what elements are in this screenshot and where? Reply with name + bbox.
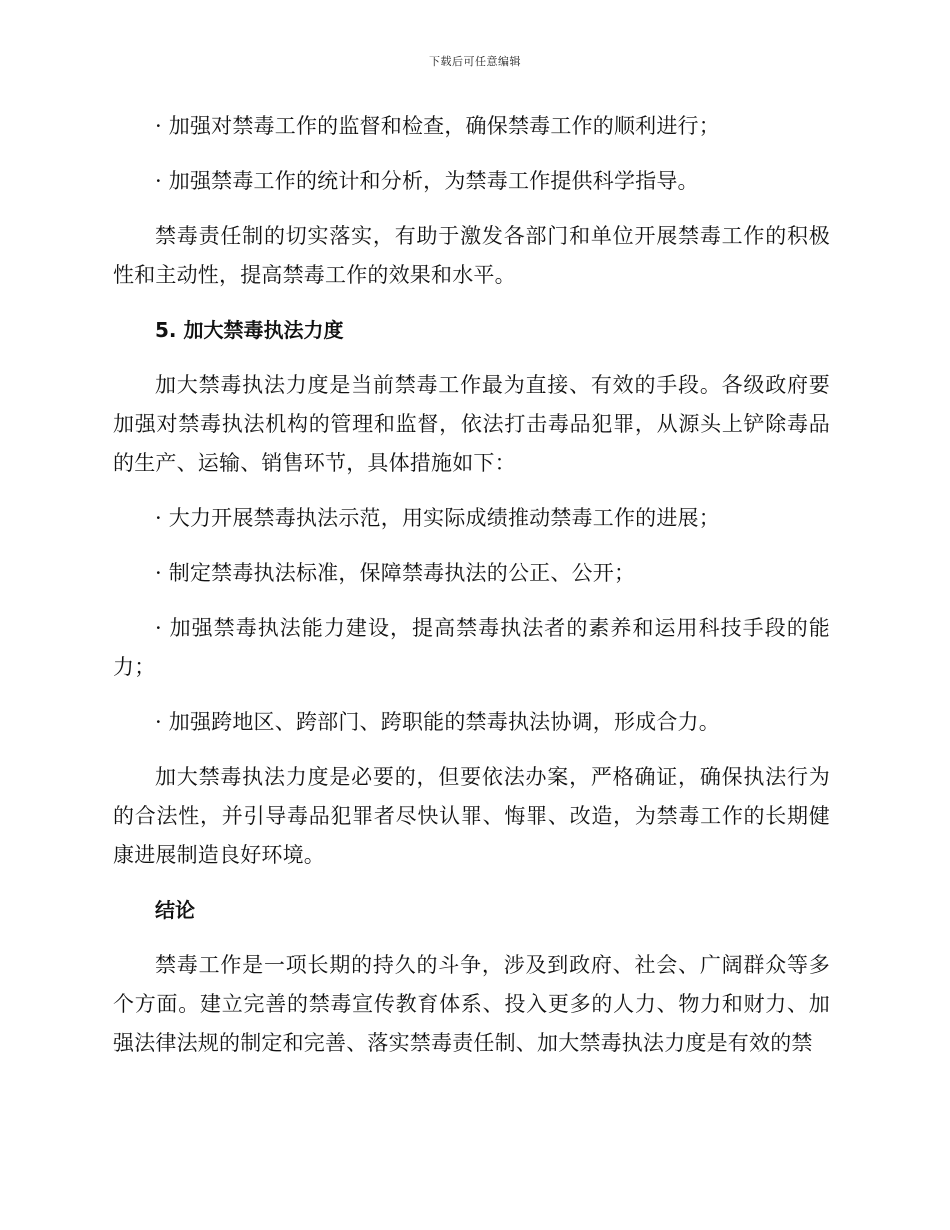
bullet-coordination: · 加强跨地区、跨部门、跨职能的禁毒执法协调，形成合力。 bbox=[155, 710, 720, 734]
document-body bbox=[113, 107, 830, 1079]
bullet-standards: · 制定禁毒执法标准，保障禁毒执法的公正、公开； bbox=[155, 561, 636, 585]
paragraph-enforcement-summary: 加大禁毒执法力度是必要的，但要依法办案，严格确证，确保执法行为的合法性，并引导毒品犯罪者尽快认罪、悔罪、改造，为禁毒工作的长期健康进展制造良好环境。 bbox=[113, 765, 830, 867]
section-heading-enforcement: 5. 加大禁毒执法力度 bbox=[155, 318, 344, 342]
section-heading-conclusion: 结论 bbox=[155, 898, 195, 922]
bullet-demonstration: · 大力开展禁毒执法示范，用实际成绩推动禁毒工作的进展； bbox=[155, 506, 720, 530]
paragraph-enforcement-intro: 加大禁毒执法力度是当前禁毒工作最为直接、有效的手段。各级政府要加强对禁毒执法机构的管理和监督，依法打击毒品犯罪，从源头上铲除毒品的生产、运输、销售环节，具体措施如下： bbox=[113, 373, 830, 475]
bullet-capacity: · 加强禁毒执法能力建设，提高禁毒执法者的素养和运用科技手段的能力； bbox=[113, 616, 830, 679]
header-note: 下载后可任意编辑 bbox=[429, 55, 521, 68]
paragraph-responsibility: 禁毒责任制的切实落实，有助于激发各部门和单位开展禁毒工作的积极性和主动性，提高禁毒工作的效果和水平。 bbox=[113, 224, 830, 287]
paragraph-conclusion: 禁毒工作是一项长期的持久的斗争，涉及到政府、社会、广阔群众等多个方面。建立完善的禁毒宣传教育体系、投入更多的人力、物力和财力、加强法律法规的制定和完善、落实禁毒责任制、加大禁毒执法力度是有效的禁 bbox=[113, 953, 830, 1055]
bullet-supervision: · 加强对禁毒工作的监督和检查，确保禁毒工作的顺利进行； bbox=[155, 114, 720, 138]
bullet-statistics: · 加强禁毒工作的统计和分析，为禁毒工作提供科学指导。 bbox=[155, 169, 699, 193]
